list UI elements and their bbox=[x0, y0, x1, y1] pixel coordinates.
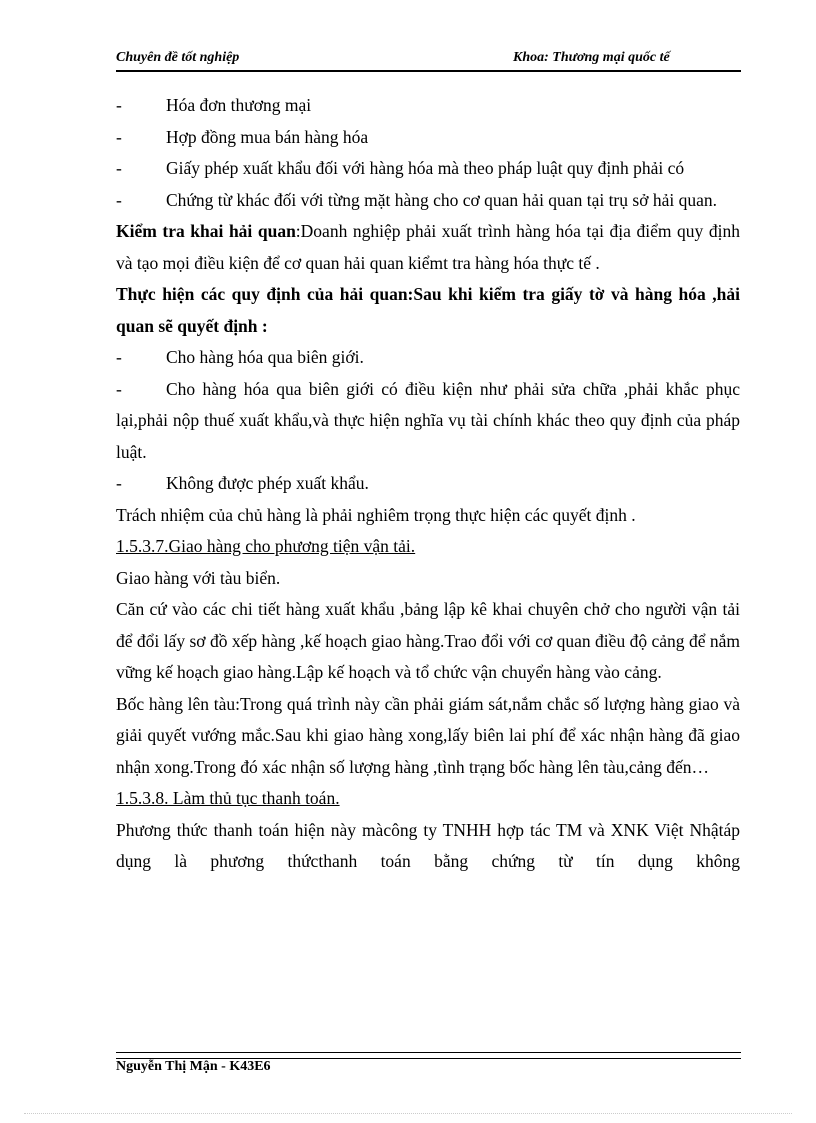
header-left: Chuyên đề tốt nghiệp bbox=[116, 50, 240, 65]
paragraph: Phương thức thanh toán hiện này màcông ty TNHH hợp tác TM và XNK Việt Nhậtáp dụng là phương thứcthanh toán bằng chứng từ tín dụng không bbox=[116, 819, 740, 871]
page-header bbox=[116, 46, 741, 72]
list-item: - Cho hàng hóa qua biên giới có điều kiện như phải sửa chữa ,phải khắc phục lại,phải nộp thuế xuất khẩu,và thực hiện nghĩa vụ tài chính khác theo quy định của pháp luật. bbox=[116, 378, 740, 462]
section-1538-heading: 1.5.3.8. Làm thủ tục thanh toán. bbox=[116, 788, 340, 808]
list-item: - Không được phép xuất khẩu. bbox=[116, 473, 369, 493]
trach-nhiem-paragraph: Trách nhiệm của chủ hàng là phải nghiêm trọng thực hiện các quyết định . bbox=[116, 504, 636, 525]
header-right: Khoa: Thương mại quốc tế bbox=[513, 50, 670, 65]
list-item: - Hợp đồng mua bán hàng hóa bbox=[116, 126, 369, 147]
list-item: - Chứng từ khác đối với từng mặt hàng cho cơ quan hải quan tại trụ sở hải quan. bbox=[116, 189, 717, 210]
paragraph: Giao hàng với tàu biển. bbox=[116, 567, 281, 588]
section-1537-heading: 1.5.3.7.Giao hàng cho phương tiện vận tải. bbox=[116, 536, 416, 556]
paragraph: Bốc hàng lên tàu:Trong quá trình này cần phải giám sát,nắm chắc số lượng hàng giao và giải quyết vướng mắc.Sau khi giao hàng xong,lấy biên lai phí để xác nhận hàng đã giao nhận xong.Trong đó xác nhận số lượng hàng ,tình trạng bốc hàng lên tàu,cảng đến… bbox=[116, 693, 740, 777]
kiem-tra-paragraph: Kiểm tra khai hải quan:Doanh nghiệp phải xuất trình hàng hóa tại địa điểm quy định và tạo mọi điều kiện để cơ quan hải quan kiểmt tra hàng hóa thực tế . bbox=[116, 221, 740, 273]
list-item: - Cho hàng hóa qua biên giới. bbox=[116, 347, 364, 367]
page-footer: Nguyễn Thị Mận - K43E6 bbox=[116, 1059, 271, 1074]
paragraph: Căn cứ vào các chi tiết hàng xuất khẩu ,bảng lập kê khai chuyên chở cho người vận tải để đổi lấy sơ đồ xếp hàng ,kế hoạch giao hàng.Trao đổi với cơ quan điều độ cảng để nắm vững kế hoạch giao hàng.Lập kế hoạch và tổ chức vận chuyển hàng vào cảng. bbox=[116, 599, 740, 682]
list-item: - Giấy phép xuất khẩu đối với hàng hóa mà theo pháp luật quy định phải có bbox=[116, 158, 685, 178]
kiem-tra-title: Kiểm tra khai hải quan bbox=[116, 221, 296, 241]
thuc-hien-paragraph: Thực hiện các quy định của hải quan:Sau khi kiểm tra giấy tờ và hàng hóa ,hải quan sẽ quyết định : bbox=[116, 284, 740, 336]
document-body bbox=[116, 90, 740, 878]
list-item: - Hóa đơn thương mại bbox=[116, 95, 312, 115]
footer-rule bbox=[116, 1052, 741, 1059]
page-edge-divider bbox=[24, 1113, 792, 1114]
